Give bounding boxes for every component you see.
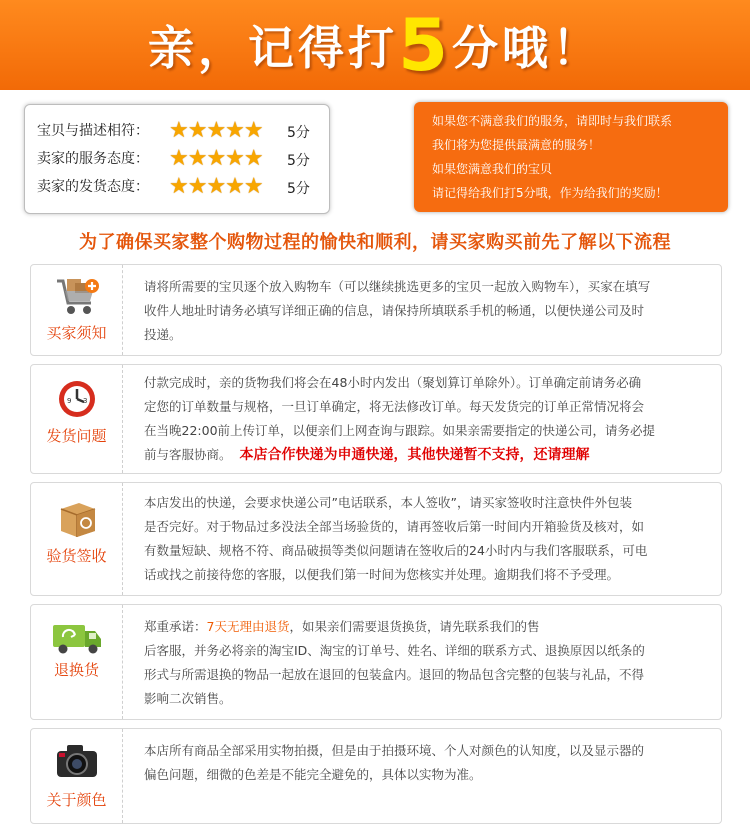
return-policy-highlight: 7天无理由退货 xyxy=(206,619,290,634)
section-text xyxy=(144,371,713,467)
text-line: 在当晚22:00前上传订单，以便亲们上网查询与跟踪。如果亲需要指定的快递公司，请务必提 xyxy=(144,423,656,438)
top-banner xyxy=(0,0,750,90)
text-line: 后客服，并务必将亲的淘宝ID、淘宝的订单号、姓名、详细的联系方式、退换原因以纸条的 xyxy=(144,643,645,658)
text-fragment: ，如果亲们需要退货换货，请先联系我们的售 xyxy=(289,619,540,634)
section-label: 验货签收 xyxy=(46,547,107,565)
satisfaction-notice xyxy=(414,102,728,212)
text-line: 投递。 xyxy=(144,327,182,342)
shopping-cart-icon xyxy=(53,275,101,319)
text-line: 偏色问题，细微的色差是不能完全避免的，具体以实物为准。 xyxy=(144,767,482,782)
package-box-icon xyxy=(53,497,101,541)
section-icon-cell xyxy=(31,365,123,473)
text-line: 定您的订单数量与规格，一旦订单确定，将无法修改订单。每天发货完的订单正常情况将会 xyxy=(144,399,645,414)
text-line: 本店发出的快递，会要求快递公司”电话联系，本人签收”，请买家签收时注意快件外包装 xyxy=(144,495,632,510)
text-line: 请将所需要的宝贝逐个放入购物车（可以继续挑选更多的宝贝一起放入购物车），买家在填写 xyxy=(144,279,651,294)
rating-row-shipping xyxy=(37,174,327,200)
camera-icon xyxy=(53,739,101,783)
section-icon-cell xyxy=(31,265,123,355)
rating-score: 5分 xyxy=(287,153,310,169)
section-label: 退换货 xyxy=(53,661,99,679)
text-line xyxy=(144,615,713,639)
section-buyer-notice xyxy=(30,264,722,356)
text-line: 本店所有商品全部采用实物拍摄，但是由于拍摄环境、个人对颜色的认知度，以及显示器的 xyxy=(144,743,645,758)
svg-text:9: 9 xyxy=(67,397,72,405)
section-text xyxy=(144,491,713,587)
section-text xyxy=(144,739,713,787)
rating-label: 卖家的服务态度： xyxy=(37,151,149,167)
section-label: 发货问题 xyxy=(46,427,107,445)
text-fragment: 前与客服协商。 xyxy=(144,447,232,462)
text-line: 有数量短缺、规格不符、商品破损等类似问题请在签收后的24小时内与我们客服联系，可电 xyxy=(144,543,648,558)
rating-label: 卖家的发货态度： xyxy=(37,179,149,195)
text-line xyxy=(144,443,713,467)
banner-text-after: 分哦！ xyxy=(452,21,603,75)
process-headline: 为了确保买家整个购物过程的愉快和顺利，请买家购买前先了解以下流程 xyxy=(79,232,671,253)
text-line: 影响二次销售。 xyxy=(144,691,232,706)
svg-text:3: 3 xyxy=(83,397,88,405)
section-text xyxy=(144,275,713,347)
section-icon-cell xyxy=(31,483,123,595)
notice-line: 如果您满意我们的宝贝 xyxy=(432,162,553,176)
section-shipping xyxy=(30,364,722,474)
recycle-truck-icon xyxy=(49,615,105,659)
section-color xyxy=(30,728,722,824)
notice-line: 如果您不满意我们的服务，请即时与我们联系 xyxy=(432,114,673,128)
banner-text-before: 亲，记得打 xyxy=(147,21,398,75)
text-line: 话或找之前接待您的客服，以便我们第一时间为您核实并处理。逾期我们将不予受理。 xyxy=(144,567,620,582)
rating-panel xyxy=(24,104,330,214)
rating-score: 5分 xyxy=(287,181,310,197)
section-text xyxy=(144,615,713,711)
star-rating-icon: ★★★★★ xyxy=(169,146,263,171)
rating-score: 5分 xyxy=(287,125,310,141)
rating-row-service xyxy=(37,146,327,172)
clock-icon xyxy=(53,377,101,421)
text-line: 付款完成时，亲的货物我们将会在48小时内发出（聚划算订单除外）。订单确定前请务必确 xyxy=(144,375,642,390)
banner-title xyxy=(0,3,750,87)
section-icon-cell xyxy=(31,605,123,719)
text-line: 是否完好。对于物品过多没法全部当场验货的，请再签收后第一时间内开箱验货及核对，如 xyxy=(144,519,645,534)
star-rating-icon: ★★★★★ xyxy=(169,174,263,199)
courier-notice-highlight: 本店合作快递为申通快递，其他快递暂不支持，还请理解 xyxy=(239,447,590,463)
rating-row-description xyxy=(37,118,327,144)
banner-number: 5 xyxy=(397,3,453,87)
text-line: 收件人地址时请务必填写详细正确的信息，请保持所填联系手机的畅通，以便快递公司及时 xyxy=(144,303,645,318)
text-fragment: 郑重承诺： xyxy=(144,619,207,634)
notice-line: 我们将为您提供最满意的服务！ xyxy=(432,138,601,152)
text-line: 形式与所需退换的物品一起放在退回的包装盒内。退回的物品包含完整的包装与礼品，不得 xyxy=(144,667,645,682)
section-label: 关于颜色 xyxy=(46,791,107,809)
rating-label: 宝贝与描述相符： xyxy=(37,123,149,139)
section-label: 买家须知 xyxy=(46,324,107,342)
section-inspection xyxy=(30,482,722,596)
notice-line: 请记得给我们打5分哦，作为给我们的奖励！ xyxy=(432,186,668,200)
section-icon-cell xyxy=(31,729,123,823)
star-rating-icon: ★★★★★ xyxy=(169,118,263,143)
section-returns xyxy=(30,604,722,720)
